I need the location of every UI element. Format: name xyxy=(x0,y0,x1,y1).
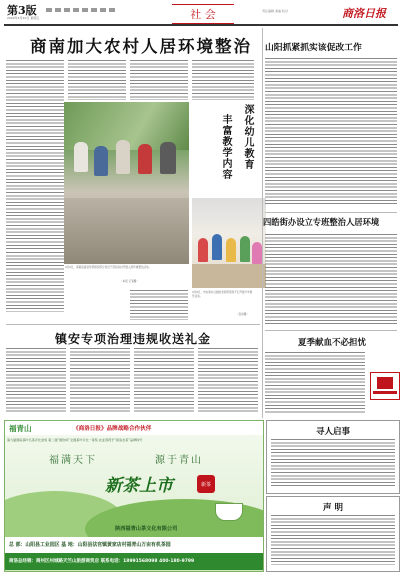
vertical-title xyxy=(240,104,258,170)
ad-top-line: 《商洛日报》品牌战略合作伙伴 xyxy=(73,426,152,432)
main-body-col3 xyxy=(130,60,188,100)
date-line: 2020年4月10日 星期五 xyxy=(7,16,40,20)
right-mid-headline: 四皓街办设立专班整治人居环境 xyxy=(263,217,380,227)
section-title xyxy=(172,4,234,24)
notice-statement xyxy=(266,496,400,572)
zhenan-body-col4 xyxy=(198,348,258,414)
ad-slogan-right: 源于青山 xyxy=(155,455,203,466)
ad-big-text: 新茶上市 xyxy=(105,476,173,496)
newspaper-logo: 商洛日报 xyxy=(342,7,386,20)
ad-tea-cup xyxy=(215,503,243,521)
ad-sub-line: 第九届国际茶叶名茶评比金奖 第二届“国饮杯”全国茶叶评比一等奖 农业部授予“商洛龙茶”品牌称号 xyxy=(7,438,143,442)
ad-seal xyxy=(197,475,215,493)
main-body-col-continue xyxy=(130,290,188,320)
main-body-col1-lower xyxy=(6,252,64,312)
vertical-title-line2: 丰富教学内容 xyxy=(220,114,231,180)
ad-company: 陕西福青山茶文化有限公司 xyxy=(115,526,178,532)
section-name: 社 会 xyxy=(190,8,216,21)
main-photo-caption: 4月2日，商南县委宣传部组织部分党员干部到乡村开展人居环境整治活动。 xyxy=(65,266,152,269)
vertical-credit: （张彩摄） xyxy=(236,313,249,316)
ad-base-line: 总 部：山阳县工业园区 基 地：山阳县法官镇黄家店村福青山万亩有机茶园 xyxy=(5,537,263,553)
right-divider-1 xyxy=(265,212,397,213)
page-header xyxy=(0,0,402,26)
divider-mid xyxy=(6,324,260,325)
zhenan-body-col1 xyxy=(6,348,66,414)
right-top-headline: 山阳抓紧抓实该促改工作 xyxy=(265,43,362,53)
zhenan-body-col3 xyxy=(134,348,194,414)
right-divider-2 xyxy=(265,330,397,331)
notice-lost-body xyxy=(271,439,395,487)
ad-phone-line: 商洛总经销：商州区州城路天竺山旅游商贸店 联系电话：18991568098 400-180-9799 xyxy=(5,553,263,570)
notice-statement-title: 声 明 xyxy=(323,503,343,513)
ad-banner xyxy=(4,420,264,572)
vertical-title-line1: 深化幼儿教育 xyxy=(242,104,253,170)
main-photo xyxy=(64,102,189,264)
main-body-col1 xyxy=(6,60,64,250)
right-small-body xyxy=(265,352,365,414)
ad-brand: 福青山 xyxy=(9,424,32,433)
zhenan-headline: 镇安专项治理违规收送礼金 xyxy=(55,332,212,346)
main-body-col4 xyxy=(192,60,254,100)
notice-statement-body xyxy=(271,515,395,565)
header-tags xyxy=(46,8,116,12)
main-photo-credit: （本报 记者摄） xyxy=(120,280,139,283)
vertical-photo xyxy=(192,198,266,288)
header-rule xyxy=(4,24,398,26)
right-top-body xyxy=(265,58,397,204)
vertical-caption: 4月8日，市实验幼儿园的老师带领孩子们开展户外教学活动。 xyxy=(192,291,253,298)
main-body-col2 xyxy=(68,60,126,100)
notice-lost-title: 寻人启事 xyxy=(315,427,350,437)
right-mid-body xyxy=(265,234,397,326)
vertical-title-2 xyxy=(218,114,236,180)
zhenan-body-col2 xyxy=(70,348,130,414)
ad-seal-text: 新茶 xyxy=(200,481,211,488)
right-small-logo xyxy=(370,372,400,400)
main-headline: 商南加大农村人居环境整治 xyxy=(30,37,252,56)
ad-slogan-left: 福满天下 xyxy=(49,455,97,466)
page-number: 第3版 xyxy=(7,4,37,17)
notice-lost xyxy=(266,420,400,494)
editor-line: 责任编辑 美编 校对 xyxy=(262,9,288,13)
right-small-headline: 夏季献血不必担忧 xyxy=(298,338,367,348)
